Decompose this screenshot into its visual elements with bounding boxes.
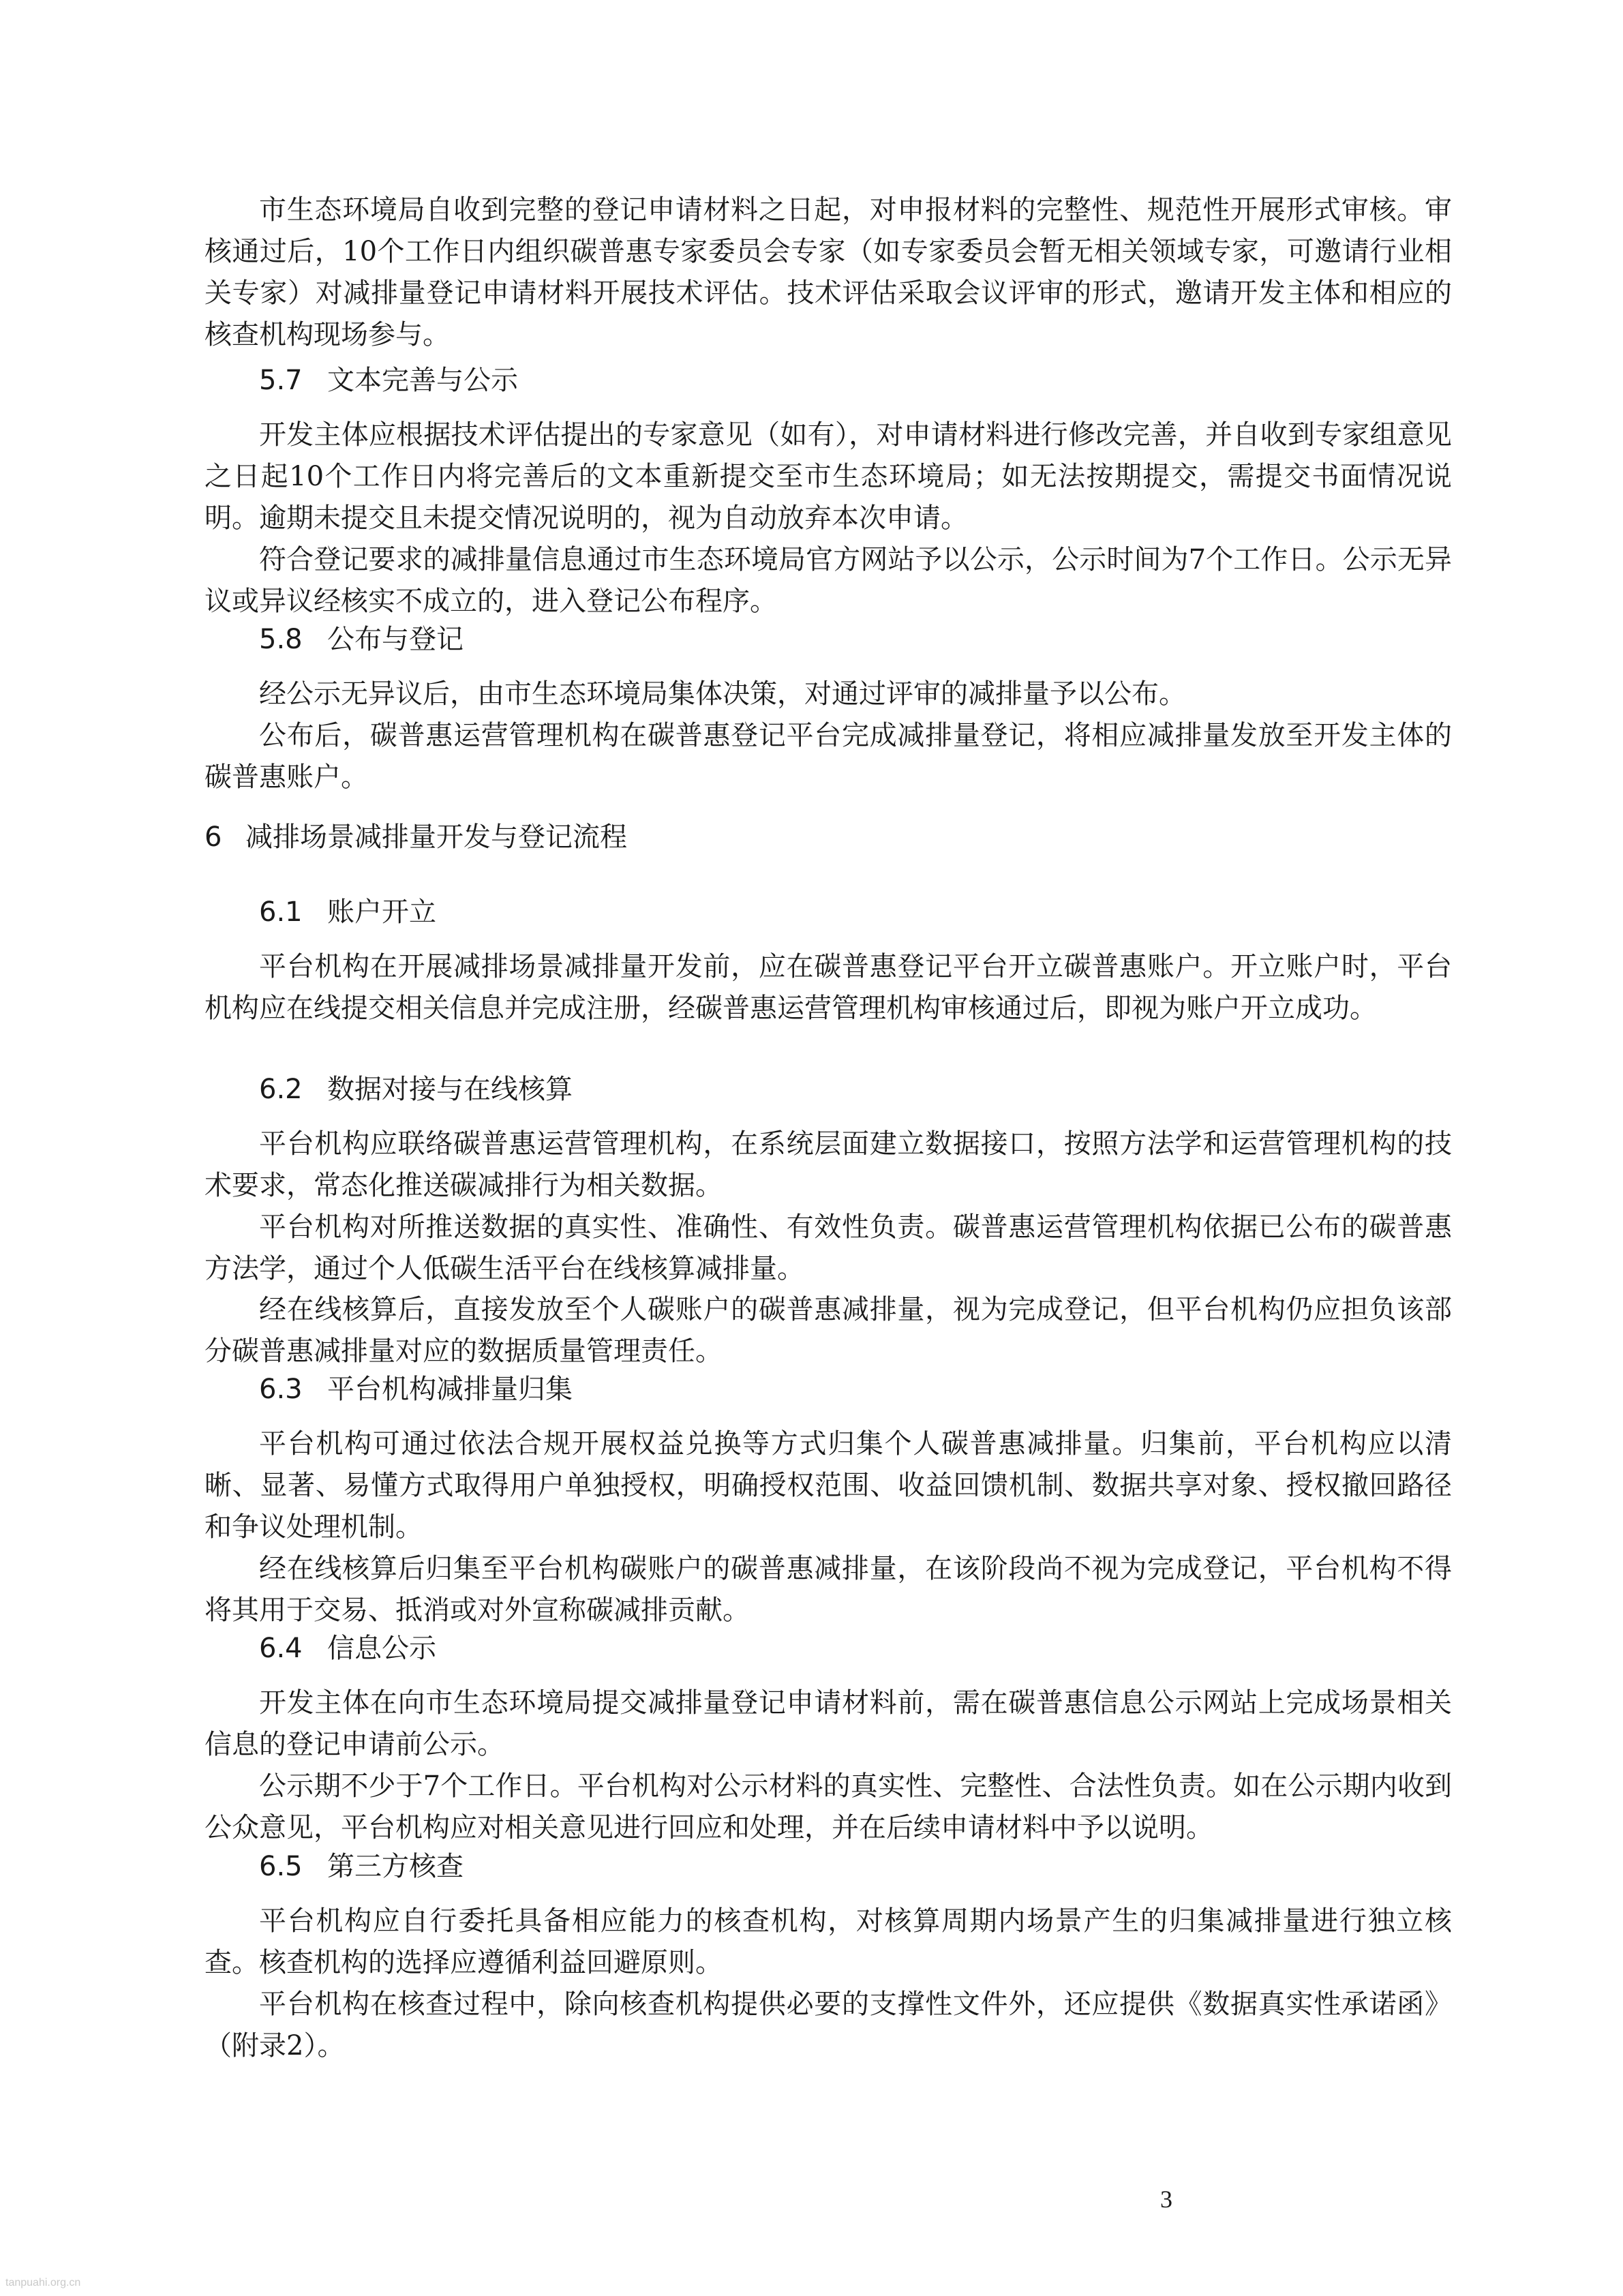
section-number: 6.2 [259, 1074, 303, 1105]
section-title: 公布与登记 [327, 624, 464, 655]
section-heading-5-7 [259, 360, 518, 401]
section-number: 6.4 [259, 1633, 303, 1664]
paragraph-data-responsibility: 平台机构对所推送数据的真实性、准确性、有效性负责。碳普惠运营管理机构依据已公布的碳普惠方法学，通过个人低碳生活平台在线核算减排量。 [204, 1211, 1452, 1284]
paragraph-data-interface: 平台机构应联络碳普惠运营管理机构，在系统层面建立数据接口，按照方法学和运营管理机构的技术要求，常态化推送碳减排行为相关数据。 [204, 1128, 1452, 1201]
paragraph-account-opening: 平台机构在开展减排场景减排量开发前，应在碳普惠登记平台开立碳普惠账户。开立账户时，平台机构应在线提交相关信息并完成注册，经碳普惠运营管理机构审核通过后，即视为账户开立成功。 [204, 951, 1452, 1024]
section-title: 文本完善与公示 [327, 365, 518, 396]
paragraph-publicity-period: 公示期不少于7个工作日。平台机构对公示材料的真实性、完整性、合法性负责。如在公示期内收到公众意见，平台机构应对相关意见进行回应和处理，并在后续申请材料中予以说明。 [204, 1770, 1452, 1843]
section-heading-6-2 [259, 1069, 573, 1110]
paragraph-revision: 开发主体应根据技术评估提出的专家意见（如有），对申请材料进行修改完善，并自收到专家组意见之日起10个工作日内将完善后的文本重新提交至市生态环境局；如无法按期提交，需提交书面情况说明。逾期未提交且未提交情况说明的，视为自动放弃本次申请。 [204, 419, 1452, 534]
section-number: 6.3 [259, 1374, 303, 1405]
paragraph-announcement: 经公示无异议后，由市生态环境局集体决策，对通过评审的减排量予以公布。 [259, 678, 1186, 710]
section-heading-5-8 [259, 619, 464, 660]
paragraph-third-party-verification: 平台机构应自行委托具备相应能力的核查机构，对核算周期内场景产生的归集减排量进行独立核查。核查机构的选择应遵循利益回避原则。 [204, 1905, 1452, 1978]
paragraph-registration: 公布后，碳普惠运营管理机构在碳普惠登记平台完成减排量登记，将相应减排量发放至开发主体的碳普惠账户。 [204, 720, 1452, 793]
section-number: 5.8 [259, 624, 303, 655]
section-heading-6-1 [259, 892, 436, 933]
paragraph-online-accounting: 经在线核算后，直接发放至个人碳账户的碳普惠减排量，视为完成登记，但平台机构仍应担负该部分碳普惠减排量对应的数据质量管理责任。 [204, 1294, 1452, 1367]
paragraph-publicity: 符合登记要求的减排量信息通过市生态环境局官方网站予以公示，公示时间为7个工作日。公示无异议或异议经核实不成立的，进入登记公布程序。 [204, 544, 1452, 617]
paragraph-data-commitment: 平台机构在核查过程中，除向核查机构提供必要的支撑性文件外，还应提供《数据真实性承诺函》（附录2）。 [204, 1989, 1452, 2061]
section-title: 第三方核查 [327, 1851, 464, 1882]
chapter-heading-6 [204, 817, 627, 858]
section-heading-6-5 [259, 1846, 464, 1887]
section-heading-6-4 [259, 1628, 436, 1669]
section-number: 6.5 [259, 1851, 303, 1882]
paragraph-aggregation-restriction: 经在线核算后归集至平台机构碳账户的碳普惠减排量，在该阶段尚不视为完成登记，平台机构不得将其用于交易、抵消或对外宣称碳减排贡献。 [204, 1553, 1452, 1626]
paragraph-formal-review: 市生态环境局自收到完整的登记申请材料之日起，对申报材料的完整性、规范性开展形式审核。审核通过后，10个工作日内组织碳普惠专家委员会专家（如专家委员会暂无相关领域专家，可邀请行业相关专家）对减排量登记申请材料开展技术评估。技术评估采取会议评审的形式，邀请开发主体和相应的核查机构现场参与。 [204, 194, 1452, 350]
page-number: 3 [1160, 2186, 1172, 2213]
section-number: 5.7 [259, 365, 303, 396]
section-title: 平台机构减排量归集 [327, 1374, 573, 1405]
watermark: tanpuahi.org.cn [5, 2277, 81, 2289]
section-title: 数据对接与在线核算 [327, 1074, 573, 1105]
section-title: 账户开立 [327, 896, 436, 928]
paragraph-pre-publicity: 开发主体在向市生态环境局提交减排量登记申请材料前，需在碳普惠信息公示网站上完成场景相关信息的登记申请前公示。 [204, 1687, 1452, 1760]
chapter-title: 减排场景减排量开发与登记流程 [245, 821, 627, 853]
section-number: 6.1 [259, 896, 303, 928]
paragraph-aggregation: 平台机构可通过依法合规开展权益兑换等方式归集个人碳普惠减排量。归集前，平台机构应以清晰、显著、易懂方式取得用户单独授权，明确授权范围、收益回馈机制、数据共享对象、授权撤回路径和争议处理机制。 [204, 1428, 1452, 1543]
chapter-number: 6 [204, 821, 222, 853]
section-title: 信息公示 [327, 1633, 436, 1664]
section-heading-6-3 [259, 1369, 573, 1410]
